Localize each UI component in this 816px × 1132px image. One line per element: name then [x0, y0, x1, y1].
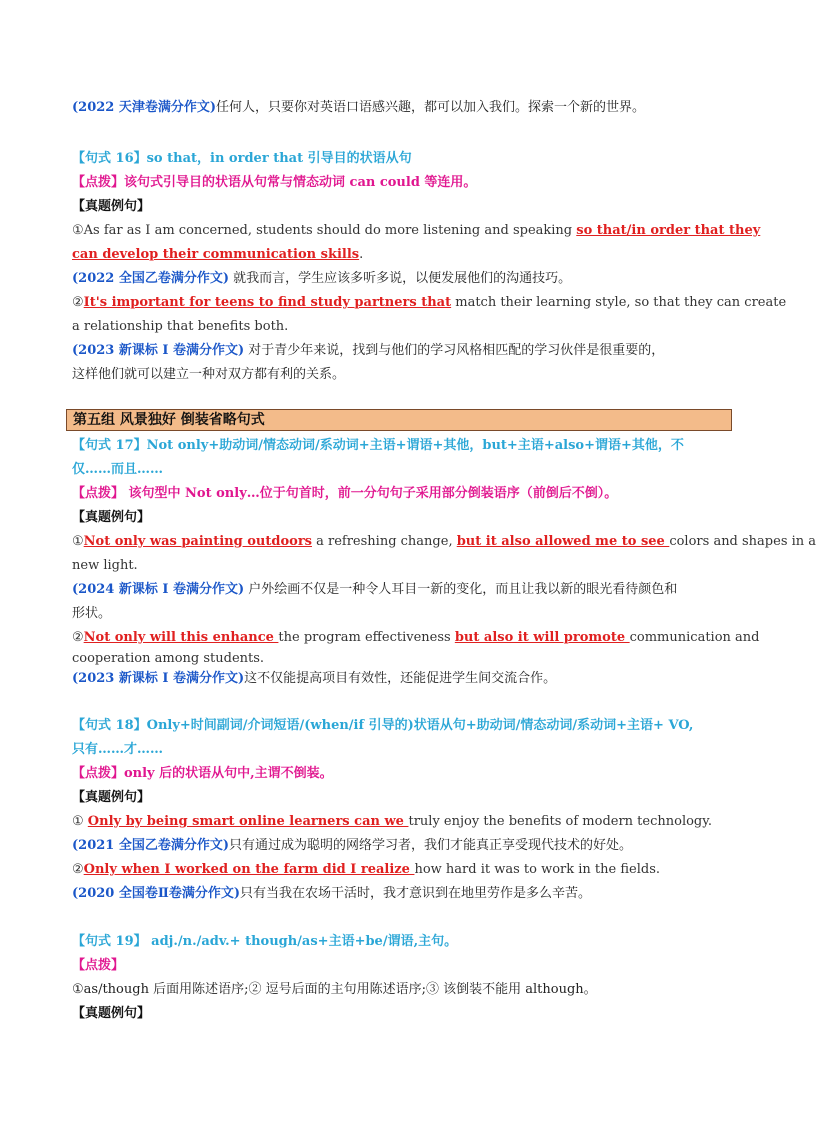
source-label: (2023 新课标 I 卷满分作文)	[72, 671, 245, 686]
example-source-line	[72, 342, 732, 360]
chinese-translation-cont: 这样他们就可以建立一种对双方都有利的关系。	[72, 367, 346, 382]
example-sentence-cont	[72, 246, 732, 264]
example-source-line	[72, 670, 732, 688]
source-label: (2020 全国卷Ⅱ卷满分作文)	[72, 886, 240, 901]
pattern-19-tip: 【点拨】	[72, 958, 125, 973]
chinese-translation: 任何人，只要你对英语口语感兴趣，都可以加入我们。探索一个新的世界。	[216, 100, 646, 115]
sentence-text: how hard it was to work in the fields.	[414, 862, 660, 877]
source-label: (2021 全国乙卷满分作文)	[72, 838, 230, 853]
example-sentence-cont: a relationship that benefits both.	[72, 319, 289, 334]
sentence-text: ②	[72, 630, 84, 645]
example-source-line	[72, 99, 732, 117]
pattern-19-heading: 【句式 19】 adj./n./adv.+ though/as+主语+be/谓语,主句。	[72, 934, 458, 949]
group-5-header: 第五组 风景独好 倒装省略句式	[66, 409, 732, 431]
example-source-line	[72, 581, 732, 599]
example-source-line	[72, 270, 732, 288]
sentence-text: a refreshing change,	[311, 534, 457, 549]
sentence-text: ①As far as I am concerned, students should do more listening and speaking	[72, 223, 577, 238]
pattern-18-heading-cont: 只有……才……	[72, 742, 164, 757]
pattern-16-tip: 【点拨】该句式引导目的状语从句常与情态动词 can could 等连用。	[72, 175, 477, 190]
highlighted-phrase: Only by being smart online learners can we	[87, 814, 409, 829]
sentence-text: the program effectiveness	[278, 630, 455, 645]
example-source-line	[72, 837, 732, 855]
example-sentence-cont: cooperation among students.	[72, 651, 265, 666]
sentence-text: communication and	[629, 630, 760, 645]
sentence-text: ②	[72, 295, 84, 310]
chinese-translation: 只有当我在农场干活时，我才意识到在地里劳作是多么辛苦。	[239, 886, 591, 901]
sentence-text: colors and shapes in a	[669, 534, 816, 549]
sentence-text: ①	[72, 814, 88, 829]
examples-heading: 【真题例句】	[72, 1006, 151, 1021]
chinese-translation: 对于青少年来说，找到与他们的学习风格相匹配的学习伙伴是很重要的，	[244, 343, 665, 358]
source-label: (2023 新课标 I 卷满分作文)	[72, 343, 245, 358]
pattern-19-rules: ①as/though 后面用陈述语序;② 逗号后面的主句用陈述语序;③ 该倒装不能用 although。	[72, 982, 597, 997]
chinese-translation: 只有通过成为聪明的网络学习者，我们才能真正享受现代技术的好处。	[229, 838, 633, 853]
sentence-text: ①	[72, 534, 84, 549]
examples-heading: 【真题例句】	[72, 199, 151, 214]
highlighted-phrase: Not only will this enhance	[83, 630, 279, 645]
highlighted-phrase: It's important for teens to find study partners that	[83, 295, 452, 310]
sentence-text: truly enjoy the benefits of modern technology.	[408, 814, 713, 829]
pattern-17-tip: 【点拨】 该句型中 Not only…位于句首时，前一分句句子采用部分倒装语序（前倒后不倒）。	[72, 486, 618, 501]
chinese-translation-cont: 形状。	[72, 606, 112, 621]
highlighted-phrase: Not only was painting outdoors	[83, 534, 312, 549]
pattern-17-heading: 【句式 17】Not only+助动词/情态动词/系动词+主语+谓语+其他，but+主语+also+谓语+其他，不	[72, 438, 684, 453]
pattern-17-heading-cont: 仅……而且……	[72, 462, 164, 477]
examples-heading: 【真题例句】	[72, 510, 151, 525]
pattern-18-heading: 【句式 18】Only+时间副词/介词短语/(when/if 引导的)状语从句+助动词/情态动词/系动词+主语+ VO,	[72, 718, 694, 733]
sentence-text: .	[359, 247, 364, 262]
highlighted-phrase: can develop their communication skills	[72, 247, 360, 262]
highlighted-phrase: but it also allowed me to see	[456, 534, 670, 549]
example-sentence	[72, 813, 732, 831]
example-sentence	[72, 222, 761, 240]
highlighted-phrase: Only when I worked on the farm did I realize	[83, 862, 415, 877]
sentence-text: ②	[72, 862, 84, 877]
pattern-16-heading: 【句式 16】so that，in order that 引导目的状语从句	[72, 151, 412, 166]
example-source-line	[72, 885, 732, 903]
example-sentence-cont: new light.	[72, 558, 138, 573]
example-sentence	[72, 629, 760, 647]
highlighted-phrase: so that/in order that they	[576, 223, 761, 238]
source-label: (2024 新课标 I 卷满分作文)	[72, 582, 245, 597]
highlighted-phrase: but also it will promote	[454, 630, 630, 645]
example-sentence	[72, 533, 816, 551]
source-label: (2022 天津卷满分作文)	[72, 100, 217, 115]
chinese-translation: 就我而言，学生应该多听多说，以便发展他们的沟通技巧。	[229, 271, 572, 286]
pattern-18-tip: 【点拨】only 后的状语从句中,主谓不倒装。	[72, 766, 333, 781]
example-sentence	[72, 294, 787, 312]
chinese-translation: 这不仅能提高项目有效性，还能促进学生间交流合作。	[244, 671, 557, 686]
examples-heading: 【真题例句】	[72, 790, 151, 805]
example-sentence	[72, 861, 732, 879]
sentence-text: match their learning style, so that they can create	[451, 295, 787, 310]
chinese-translation: 户外绘画不仅是一种令人耳目一新的变化，而且让我以新的眼光看待颜色和	[244, 582, 678, 597]
source-label: (2022 全国乙卷满分作文)	[72, 271, 230, 286]
